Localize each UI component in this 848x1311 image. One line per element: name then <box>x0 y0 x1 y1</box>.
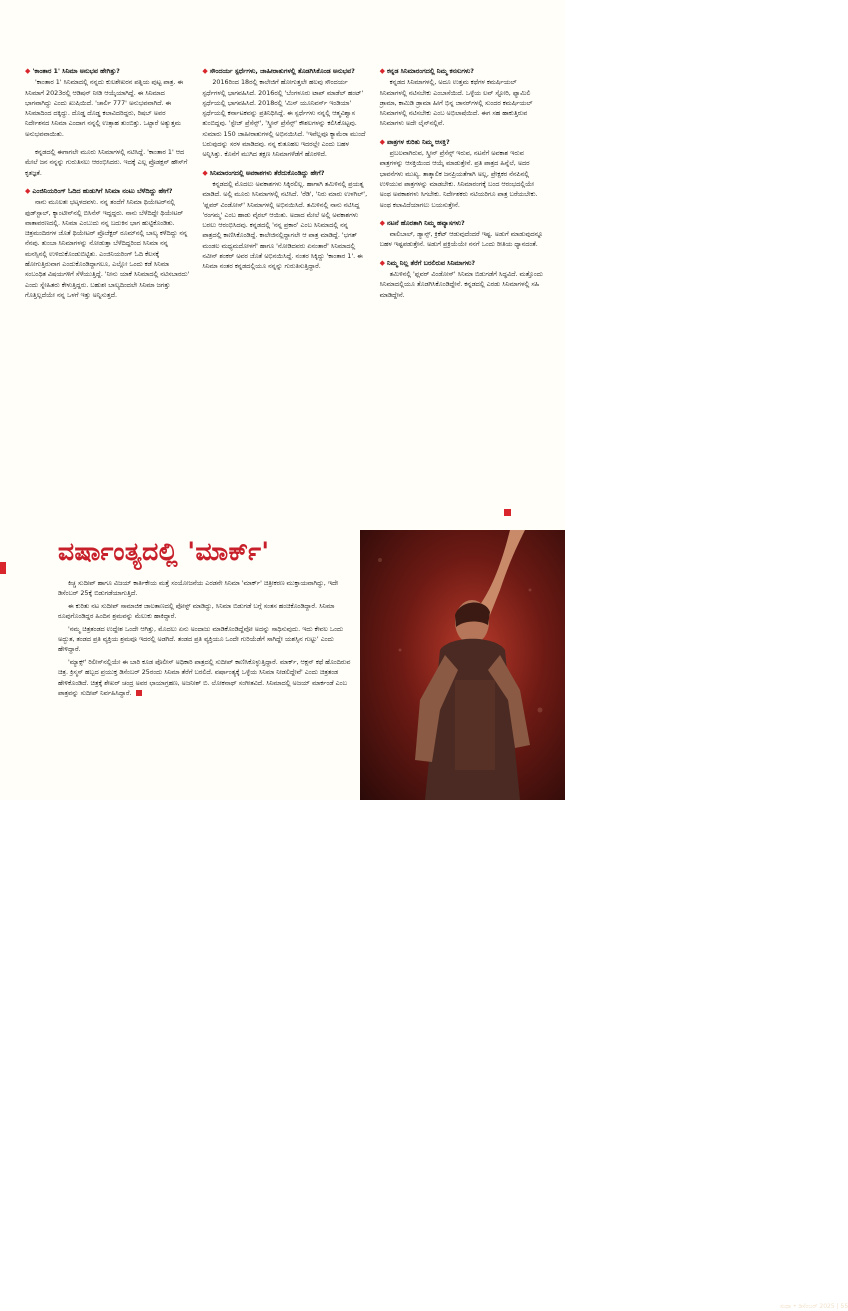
diamond-bullet-icon: ◆ <box>379 67 386 75</box>
diamond-bullet-icon: ◆ <box>379 218 386 227</box>
diamond-bullet-icon: ◆ <box>379 258 386 267</box>
diamond-bullet-icon: ◆ <box>25 67 31 75</box>
diamond-bullet-icon: ◆ <box>25 186 31 195</box>
question: ◆ ಸಿನಿಮಾರಂಗದಲ್ಲಿ ಅವಕಾಶಗಳು ತೆರೆದುಕೊಂಡಿದ್ದು ಹೇಗೆ? <box>202 168 325 177</box>
answer: ಕನ್ನಡದಲ್ಲಿ ಈಗಾಗಲೇ ಮೂರು ಸಿನಿಮಾಗಳಲ್ಲಿ ನಟಿಸಿದ್ದೆ. 'ಕಾಂತಾರ 1' ಆದ ಮೇಲೆ ಜನ ನನ್ನನ್ನು ಗುರುತಿಸಲು ಆರಂಭಿಸಿದರು. ಇದಕ್ಕೆ ಎಲ್ಲ ಪ್ರೊಡಕ್ಷನ್ ಹೌಸ್‌ಗೆ ಕೃತಜ್ಞತೆ. <box>25 148 188 177</box>
story-end-marker-icon <box>136 690 142 696</box>
column-2 <box>202 66 367 526</box>
page-folio: ಸುಧಾ • ಡಿಸೆಂಬರ್ 2025 | 55 <box>780 1303 848 1310</box>
answer: ಕನ್ನಡದ ಸಿನಿಮಾಗಳಲ್ಲಿ, ಅದೂ ಉತ್ತಮ ಕಥೆಗಳ ಕಮರ್ಷಿಯಲ್ ಸಿನಿಮಾಗಳಲ್ಲಿ ನಟಿಸಬೇಕು ಎಂಬಾಸೆಯಿದೆ. ಒಳ್ಳೆಯ ಲವ್ ಸ್ಟೋರಿ, ಫ್ಯಾಮಿಲಿ ಡ್ರಾಮಾ, ಕಾಮಿಡಿ ಡ್ರಾಮಾ ಹೀಗೆ ಭಿನ್ನ ಜಾನರ್‌ಗಳಲ್ಲಿ ಸುಂದರ ಕಮರ್ಷಿಯಲ್ ಸಿನಿಮಾಗಳಲ್ಲಿ ನಟಿಸಬೇಕು ಎಂಬ ಅಭಿಲಾಷೆಯಿದೆ. ಈಗ ಸಹ ಹಾಕುತ್ತಿರುವ ಸಿನಿಮಾಗಳು ಅದೇ ಲೈನ್‌ನಲ್ಲಿವೆ. <box>379 78 533 128</box>
question: ◆ ನಿಮ್ಮ ನಿಲ್ಲ ತೆರೆಗೆ ಬರಲಿರುವ ಸಿನಿಮಾಗಳು? <box>379 258 476 267</box>
edge-tab-marker <box>0 562 6 574</box>
answer: 'ಕಾಂತಾರ 1' ಸಿನಿಮಾದಲ್ಲಿ ನನ್ನದು ಕುಲಶೇಖರನ ಪತ್ನಿಯ ಪುಟ್ಟ ಪಾತ್ರ. ಈ ಸಿನಿಮಾಗೆ 2023ರಲ್ಲಿ ಆಡಿಷನ್ ನೀಡಿ ಆಯ್ಕೆಯಾಗಿದ್ದೆ. ಈ ಸಿನಿಮಾದ ಭಾಗವಾಗಿದ್ದು ಎಂದು ಖುಷಿಯಿದೆ. 'ಚಾರ್ಲಿ 777' ಅನುಭವವಾಗಿದೆ. ಈ ಸಿನಿಮಾದಿಂದ ದಕ್ಕಿದ್ದು. ದೊಡ್ಡ ದೊಡ್ಡ ಕಲಾವಿದರಿದ್ದರು, ರಿಷಬ್ ಅವರ ನಿರ್ದೇಶನದ ಸಿನಿಮಾ ಎಂದಾಗ ನನ್ನಲ್ಲಿ ಉತ್ಸಾಹ ತುಂಬಿತ್ತು. ಒಟ್ಟಾರೆ ಅತ್ಯುತ್ತಮ ಅನುಭವವಾಯಿತು. <box>25 78 184 138</box>
answer: 2016ರಿಂದ 18ರಲ್ಲಿ ಕಾಲೇಜಿಗೆ ಹೋಗುತ್ತಲೇ ಹಲವು ಸೌಂದರ್ಯ ಸ್ಪರ್ಧೆಗಳಲ್ಲಿ ಭಾಗವಹಿಸಿದೆ. 2016ರಲ್ಲಿ 'ಬೆಂಗಳೂರು ಟಾಪ್ ಮಾಡೆಲ್ ಹಂಟ್' ಸ್ಪರ್ಧೆಯಲ್ಲಿ ಭಾಗವಹಿಸಿದೆ. 2018ರಲ್ಲಿ 'ಮಿಸ್ ಯೂನಿವರ್ಸ್ ಇಂಡಿಯಾ' ಸ್ಪರ್ಧೆಯಲ್ಲಿ ಕರ್ನಾಟಕವನ್ನು ಪ್ರತಿನಿಧಿಸಿದ್ದೆ. ಈ ಸ್ಪರ್ಧೆಗಳು ನನ್ನಲ್ಲಿ ಆತ್ಮವಿಶ್ವಾಸ ತುಂಬಿದ್ದವು. 'ಸ್ಟೇಜ್ ಪ್ರೆಸೆನ್ಸ್', 'ಸ್ಕ್ರೀನ್ ಪ್ರೆಸೆನ್ಸ್' ಕೌಶಲಗಳನ್ನು ಕಲಿಸಿಕೊಟ್ಟವು. ಸುಮಾರು 150 ಜಾಹೀರಾತುಗಳಲ್ಲಿ ಅಭಿನಯಿಸಿದೆ. 'ಇವೆಲ್ಲವೂ ಕ್ಯಾಮೆರಾ ಮುಂದೆ ಬರುವುದನ್ನು ಸರಳ ಮಾಡಿದವು. ನನ್ನ ಕುತೂಹಲ ಇದರಲ್ಲೇ ಎಂದು ಬಹಳ ಅನ್ನಿಸಿತ್ತು. ಕೊನೆಗೆ ಮುಗಿದ ತಕ್ಷಣ ಸಿನಿಮಾಗಳೆಡೆಗೆ ಹೊರಳಿದೆ. <box>202 78 366 159</box>
question: ◆ ಕನ್ನಡ ಸಿನಿಮಾರಂಗದಲ್ಲಿ ನಿಮ್ಮ ಕನಸುಗಳು? <box>379 67 475 75</box>
diamond-bullet-icon: ◆ <box>202 168 208 177</box>
answer: ಪ್ರಬಲವಾಗಿರುವ, ಸ್ಕ್ರೀನ್ ಪ್ರೆಸೆನ್ಸ್ ಇರುವ, ನಟನೆಗೆ ಅವಕಾಶ ಇರುವ ಪಾತ್ರಗಳನ್ನು ಆಸಕ್ತಿಯಿಂದ ಆಯ್ಕೆ ಮಾಡುತ್ತೇನೆ. ಪ್ರತಿ ಪಾತ್ರದ ಹಿನ್ನೆಲೆ, ಅದರ ಭಾವನೆಗಳು ಮುಖ್ಯ. ತಾತ್ಕಾಲಿಕ ಜನಪ್ರಿಯತೆಗಾಗಿ ಅಲ್ಲ, ಪ್ರೇಕ್ಷಕರ ನೆನಪಿನಲ್ಲಿ ಉಳಿಯುವ ಪಾತ್ರಗಳನ್ನು ಮಾಡಬೇಕು. ಸಿನಿಮಾರಂಗಕ್ಕೆ ಬಂದ ಆರಂಭದಲ್ಲಿಯೇ ಅಂಥ ಅವಕಾಶಗಳು ಸಿಗಬೇಕು. ನಿರ್ದೇಶಕರು ನಟಿಯರಿಗೂ ಪಾತ್ರ ಬರೆಯಬೇಕು. ಅಂಥ ಕಲಾವಿದೆಯಾಗಲು ಬಯಸುತ್ತೇನೆ. <box>379 149 538 209</box>
diamond-bullet-icon: ◆ <box>379 137 386 146</box>
feature-headline: ವರ್ಷಾಂತ್ಯದಲ್ಲಿ 'ಮಾರ್ಕ್' <box>58 537 270 566</box>
question: ◆ ಎಂಜಿನಿಯರಿಂಗ್ ಓದಿದ ಹುಡುಗಿಗೆ ಸಿನಿಮಾ ನಂಟು ಬೆಳೆದಿದ್ದು ಹೇಗೆ? <box>25 186 173 195</box>
feature-paragraph: 'ನಮ್ಮ ಚಿತ್ರತಂಡದ ಉದ್ದೇಶ ಒಂದೇ ಆಗಿತ್ತು, ಮೊದಲು ಏನು ಅಂದಾಜು ಮಾಡಿಕೊಂಡಿದ್ದೆವೋ ಅದನ್ನು ಸಾಧಿಸುವುದು. ಇದು ಕೇವಲ ಒಂದು ಅದ್ಭುತ, ತಂಡದ ಪ್ರತಿ ವ್ಯಕ್ತಿಯ ಶ್ರಮವೂ ಇದರಲ್ಲಿ ಅಡಗಿದೆ. ತಂಡದ ಪ್ರತಿ ವ್ಯಕ್ತಿಯೂ ಒಂದೇ ಗುರಿಯೆಡೆಗೆ ಸಾಗಿದ್ದೇ ಯಶಸ್ಸಿನ ಗುಟ್ಟು' ಎಂದು ಹೇಳಿದ್ದಾರೆ. <box>58 624 344 654</box>
interview-columns <box>25 66 545 526</box>
question: ◆ ಸೌಂದರ್ಯ ಸ್ಪರ್ಧೆಗಳು, ಜಾಹೀರಾತುಗಳಲ್ಲಿ ತೊಡಗಿಸಿಕೊಂಡ ಅನುಭವ? <box>202 67 355 75</box>
diamond-bullet-icon: ◆ <box>202 67 208 75</box>
feature-paragraph: 'ಮ್ಯಾಕ್ಸ್' ರಿಲೀಸ್‌ನಲ್ಲಿಯೇ ಈ ಬಾರಿ ಕೂಡ ಪೊಲೀಸ್ ಅಧಿಕಾರಿ ಪಾತ್ರದಲ್ಲಿ ಸುದೀಪ್ ಕಾಣಿಸಿಕೊಳ್ಳುತ್ತಿದ್ದಾರೆ. ಮಾರ್ಕ್, ಆಕ್ಷನ್ ಕಥೆ ಹೊಂದಿರುವ ಚಿತ್ರ. ಕ್ರಿಸ್ಮಸ್ ಹಬ್ಬದ ಪ್ರಯುಕ್ತ ಡಿಸೆಂಬರ್ 25ರಂದು ಸಿನಿಮಾ ತೆರೆಗೆ ಬರಲಿದೆ. ವರ್ಷಾಂತ್ಯಕ್ಕೆ ಒಳ್ಳೆಯ ಸಿನಿಮಾ ನೀಡಲಿದ್ದೇವೆ' ಎಂದು ಚಿತ್ರತಂಡ ಹೇಳಿಕೊಂಡಿದೆ. ಚಿತ್ರಕ್ಕೆ ಶೇಖರ್ ಚಂದ್ರ ಅವರ ಛಾಯಾಗ್ರಹಣ, ಅಜನೀಶ್ ಬಿ. ಲೋಕನಾಥ್ ಸಂಗೀತವಿದೆ. ಸಿನಿಮಾದಲ್ಲಿ ಅಜಯ್ ಮಾರ್ಕಂಡೆ ಎಂಬ ಪಾತ್ರವನ್ನು ಸುದೀಪ್ ನಿರ್ವಹಿಸಿದ್ದಾರೆ. <box>58 657 351 698</box>
answer: ವಾಲಿಬಾಲ್, ಡ್ಯಾನ್ಸ್, ಕ್ರಿಕೆಟ್ ಆಡುವುದೆಂದರೆ ಇಷ್ಟ. ಅಡುಗೆ ಮಾಡುವುದನ್ನೂ ಬಹಳ ಇಷ್ಟಪಡುತ್ತೇನೆ. ಅಡುಗೆ ಪ್ರಕ್ರಿಯೆಯೇ ನನಗೆ ಒಂದು ರೀತಿಯ ಧ್ಯಾನದಂತೆ. <box>379 230 544 249</box>
answer: ನಾನು ಮೂಲತಃ ಭಟ್ಕಳದವಳು. ನನ್ನ ತಂದೆಗೆ ಸಿನಿಮಾ ಥಿಯೇಟರ್‌ನಲ್ಲಿ ಫುಡ್‌ಸ್ಟಾಲ್, ಕ್ಯಾಂಟೀನ್‌ನಲ್ಲಿ ಬಿಸಿನೆಸ್ ಇದ್ದದ್ದರು. ನಾನು ಬೆಳೆದಿದ್ದೇ ಥಿಯೇಟರ್ ವಾತಾವರಣದಲ್ಲಿ. ಸಿನಿಮಾ ಎಂಬುದು ನನ್ನ ಬದುಕಿನ ಭಾಗ ಹುಟ್ಟಿಕೊಂಡಿತು. ಚಿತ್ರಮಂದಿರಗಳ ಜೊತೆ ಥಿಯೇಟರ್ ಪ್ರೊಜೆಕ್ಟರ್ ರೂಮ್‌ನಲ್ಲಿ ಬಾಲ್ಯ ಕಳೆದಿದ್ದು ನನ್ನ ನೆನಪು. ತುಂಬಾ ಸಿನಿಮಾಗಳನ್ನು ನೋಡುತ್ತಾ ಬೆಳೆದಿದ್ದರಿಂದ ಸಿನಿಮಾ ನನ್ನ ಮನಸ್ಸಿನಲ್ಲಿ ಉಳಿದುಕೊಂಡುಬಿಟ್ಟಿತು. ಎಂಜಿನಿಯರಿಂಗ್ ಓದಿ ಕೆಲಸಕ್ಕೆ ಹೋಗುತ್ತಿರುವಾಗ ಎಂದುಕೊಂಡಿದ್ದಾಗಲೂ, ಎಲ್ಲೋ ಒಂದು ಕಡೆ ಸಿನಿಮಾ ಸಂಬಂಧಿತ ವಿಷಯಗಳಿಗೆ ಸೆಳೆಯುತ್ತಿದ್ದೆ. 'ನೀನು ಯಾಕೆ ಸಿನಿಮಾದಲ್ಲಿ ನಟಿಸಬಾರದು' ಎಂದು ಸ್ನೇಹಿತರು ಕೇಳುತ್ತಿದ್ದರು. ಬಹುಶಃ ಬಾಲ್ಯದಿಂದಲೇ ಸಿನಿಮಾ ಜಗತ್ತು ಗೊತ್ತಿಲ್ಲದೆಯೇ ನನ್ನ ಒಳಗೆ ಇತ್ತು ಅನ್ನಿಸುತ್ತದೆ. <box>25 198 190 299</box>
column-3 <box>380 66 545 526</box>
column-1 <box>25 66 190 526</box>
feature-photo <box>360 530 848 1310</box>
question: ◆ ಪಾತ್ರಗಳ ಕುರಿತು ನಿಮ್ಮ ಆಸಕ್ತಿ? <box>379 137 450 146</box>
question: ◆ 'ಕಾಂತಾರ 1' ಸಿನಿಮಾ ಅನುಭವ ಹೇಗಿತ್ತು? <box>25 67 120 75</box>
article-end-marker-icon <box>504 509 511 516</box>
actor-silhouette-illustration <box>360 530 565 800</box>
answer: ತಮಿಳಿನಲ್ಲಿ 'ಫ್ಲವರ್ ವಿಂಡೋಸ್' ಸಿನಿಮಾ ಬಿಡುಗಡೆಗೆ ಸಿದ್ಧವಿದೆ. ಮತ್ತೊಂದು ಸಿನಿಮಾದಲ್ಲಿಯೂ ತೊಡಗಿಸಿಕೊಂಡಿದ್ದೇನೆ. ಕನ್ನಡದಲ್ಲಿ ಎರಡು ಸಿನಿಮಾಗಳಲ್ಲಿ ಸಹಿ ಮಾಡಿದ್ದೇನೆ. <box>379 270 543 299</box>
feature-paragraph: ಈ ಕುರಿತು ನಟ ಸುದೀಪ್ ಸಾಮಾಜಿಕ ಜಾಲತಾಣದಲ್ಲಿ ಪೋಸ್ಟ್ ಮಾಡಿದ್ದು, ಸಿನಿಮಾ ಬಿಡುಗಡೆ ಬಗ್ಗೆ ಸಂತಸ ಹಂಚಿಕೊಂಡಿದ್ದಾರೆ. ಸಿನಿಮಾ ರೂಪುಗೊಂಡಿದ್ದರ ಹಿಂದಿನ ಶ್ರಮವನ್ನು ಮೆಲುಕು ಹಾಕಿದ್ದಾರೆ. <box>58 601 335 621</box>
question: ◆ ನಟನೆ ಹೊರತಾಗಿ ನಿಮ್ಮ ಹವ್ಯಾಸಗಳು? <box>379 218 465 227</box>
answer: ಕನ್ನಡದಲ್ಲಿ ಮೊದಲು ಅವಕಾಶಗಳು ಸಿಕ್ಕಿರಲಿಲ್ಲ. ಹಾಗಾಗಿ ತಮಿಳಿನಲ್ಲಿ ಪ್ರಯತ್ನ ಮಾಡಿದೆ. ಅಲ್ಲಿ ಮೂರು ಸಿನಿಮಾಗಳಲ್ಲಿ ನಟಿಸಿದೆ. 'ರೆಡಿ', 'ನಿರು ಮಾರು ಉಳಗಿಲ್', 'ಫ್ಲವರ್ ವಿಂಡೋಸ್' ಸಿನಿಮಾಗಳಲ್ಲಿ ಅಭಿನಯಿಸಿದೆ. ತಮಿಳಿನಲ್ಲಿ ನಾನು ನಟಿಸಿದ್ದ 'ರಂಗಮ್ಮ' ಎಂಬ ಹಾಡು ವೈರಲ್ ಆಯಿತು. ಅದಾದ ಮೇಲೆ ಅಲ್ಲಿ ಅವಕಾಶಗಳು ಬರಲು ಆರಂಭಿಸಿದವು. ಕನ್ನಡದಲ್ಲಿ 'ನನ್ನ ಪ್ರಕಾರ' ಎಂಬ ಸಿನಿಮಾದಲ್ಲಿ ನನ್ನ ಪಾತ್ರದಲ್ಲಿ ಕಾಣಿಸಿಕೊಂಡಿದ್ದೆ. ಕಾಲೇಜಿನಲ್ಲಿದ್ದಾಗಲೇ ಆ ಪಾತ್ರ ಮಾಡಿದ್ದೆ. 'ಭಗತ್ ಮಂಡಲ ಮಧ್ಯಮದೋಳಗೆ' ಹಾಗೂ 'ನೋಡಿದವರು ಏನಂತಾರೆ' ಸಿನಿಮಾದಲ್ಲಿ ನವೀನ್ ಶಂಕರ್ ಅವರ ಜೊತೆ ಅಭಿನಯಿಸಿದ್ದೆ. ನಂತರ ಸಿಕ್ಕಿದ್ದು 'ಕಾಂತಾರ 1'. ಈ ಸಿನಿಮಾ ನಂತರ ಕನ್ನಡದಲ್ಲಿಯೂ ನನ್ನನ್ನು ಗುರುತಿಸುತ್ತಿದ್ದಾರೆ. <box>202 179 368 271</box>
feature-paragraph: ಕಿಚ್ಚ ಸುದೀಪ್ ಹಾಗೂ ವಿಜಯ್ ಕಾರ್ತಿಕೇಯ ಮತ್ತೆ ಸಂಯೋಜನೆಯ ಎರಡನೇ ಸಿನಿಮಾ 'ಮಾರ್ಕ್' ಚಿತ್ರೀಕರಣ ಮುಕ್ತಾಯವಾಗಿದ್ದು, ಇದೇ ಡಿಸೆಂಬರ್ 25ಕ್ಕೆ ಬಿಡುಗಡೆಯಾಗುತ್ತಿದೆ. <box>58 579 339 598</box>
feature-body <box>58 578 354 700</box>
